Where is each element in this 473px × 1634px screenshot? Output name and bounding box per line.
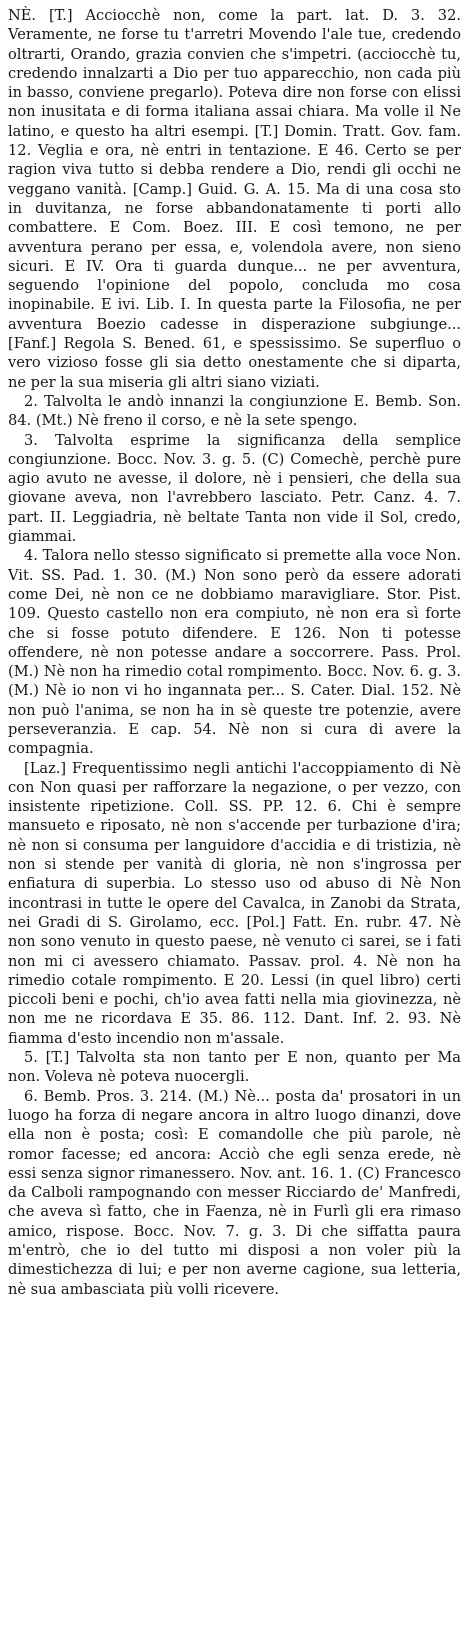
entry-ne-definition: NÈ. [T.] Acciocchè non, come la part. lat. D. 3. 32. Veramente, ne forse tu t'arretri Movendo l'ale tue, credendo oltrarti, Orando, grazia convien che s'impetri. (acciocchè tu, credendo innalzarti a Dio per tuo apparecchio, non cada più in basso, conviene pregarlo). Poteva dire non forse con elissi non inusitata e di forma italiana assai chiara. Ma volle il Ne latino, e questo ha altri esempi. [T.] Domin. Tratt. Gov. fam. 12. Veglia e ora, nè entri in tentazione. E 46. Certo se per ragion viva tutto si debba rendere a Dio, rendi gli occhi ne veggano vanità. [Camp.] Guid. G. A. 15. Ma di una cosa sto in duvitanza, ne forse abbandonatamente ti porti allo combattere. E Com. Boez. III. E così temono, ne per avventura perano per essa, e, volendola avere, non sieno sicuri. E IV. Ora ti guarda dunque... ne per avventura, seguendo l'opinione del popolo, concluda mo cosa inopinabile. E ivi. Lib. I. In questa parte la Filosofia, ne per avventura Boezio cadesse in disperazione subgiunge... [Fanf.] Regola S. Bened. 61, e spessissimo. Se superfluo o vero vizioso fosse gli sia detto onestamente che si diparta, ne per la sua miseria gli altri siano viziati. bbox=[8, 7, 461, 391]
sense-5-paragraph: 5. [T.] Talvolta sta non tanto per E non, quanto per Ma non. Voleva nè poteva nuocergli. bbox=[8, 1049, 461, 1086]
laz-note-paragraph: [Laz.] Frequentissimo negli antichi l'accoppiamento di Nè con Non quasi per rafforzare la negazione, o per vezzo, con insistente ripetizione. Coll. SS. PP. 12. 6. Chi è sempre mansueto e riposato, nè non s'accende per turbazione d'ira; nè non si consuma per languidore d'accidia e di tristizia, nè non si stende per vanità di gloria, nè non s'ingrossa per enfiatura di superbia. Lo stesso uso od abuso di Nè Non incontrasi in tutte le opere del Cavalca, in Zanobi da Strata, nei Gradi di S. Girolamo, ecc. [Pol.] Fatt. En. rubr. 47. Nè non sono venuto in questo paese, nè venuto ci sarei, se i fati non mi ci avessero chiamato. Passav. prol. 4. Nè non ha rimedio cotale rompimento. E 20. Lessi (in quel libro) certi piccoli beni e pochi, ch'io avea fatti nella mia giovinezza, nè non me ne ricordava E 35. 86. 112. Dant. Inf. 2. 93. Nè fiamma d'esto incendio non m'assale. bbox=[8, 759, 461, 1047]
sense-4-paragraph: 4. Talora nello stesso significato si premette alla voce Non. Vit. SS. Pad. 1. 30. (M.) Non sono però da essere adorati come Dei, nè non ce ne dobbiamo maravigliare. Stor. Pist. 109. Questo castello non era compiuto, nè non era sì forte che si fosse potuto difendere. E 126. Non ti potesse offendere, nè non potesse andare a soccorrere. Pass. Prol. (M.) Nè non ha rimedio cotal rompimento. Bocc. Nov. 6. g. 3. (M.) Nè io non vi ho ingannata per... S. Cater. Dial. 152. Nè non può l'anima, se non ha in sè queste tre potenzie, avere perseveranzia. E cap. 54. Nè non si cura di avere la compagnia. bbox=[8, 547, 461, 758]
sense-2-paragraph: 2. Talvolta le andò innanzi la congiunzione E. Bemb. Son. 84. (Mt.) Nè freno il corso, e nè la sete spengo. bbox=[8, 392, 461, 430]
sense-3-paragraph: 3. Talvolta esprime la significanza della semplice congiunzione. Bocc. Nov. 3. g. 5. (C) Comechè, perchè pure agio avuto ne avesse, il dolore, nè i pensieri, che della sua giovane aveva, non l'avrebbero lasciato. Petr. Canz. 4. 7. part. II. Leggiadria, nè beltate Tanta non vide il Sol, credo, giammai. bbox=[8, 431, 461, 546]
sense-6-paragraph: 6. Bemb. Pros. 3. 214. (M.) Nè... posta da' prosatori in un luogo ha forza di negare ancora in altro luogo dinanzi, dove ella non è posta; così: E comandolle che più parole, nè romor facesse; ed ancora: Acciò che egli senza erede, nè essi senza signor rimanessero. Nov. ant. 16. 1. (C) Francesco da Calboli rampognando con messer Ricciardo de' Manfredi, che aveva sì fatto, che in Faenza, nè in Furlì gli era rimaso amico, rispose. Bocc. Nov. 7. g. 3. Di che siffatta paura m'entrò, che io del tutto mi disposi a non voler più la dimestichezza di lui; e per non averne cagione, sua letteria, nè sua ambasciata più volli ricevere. bbox=[8, 1087, 461, 1298]
